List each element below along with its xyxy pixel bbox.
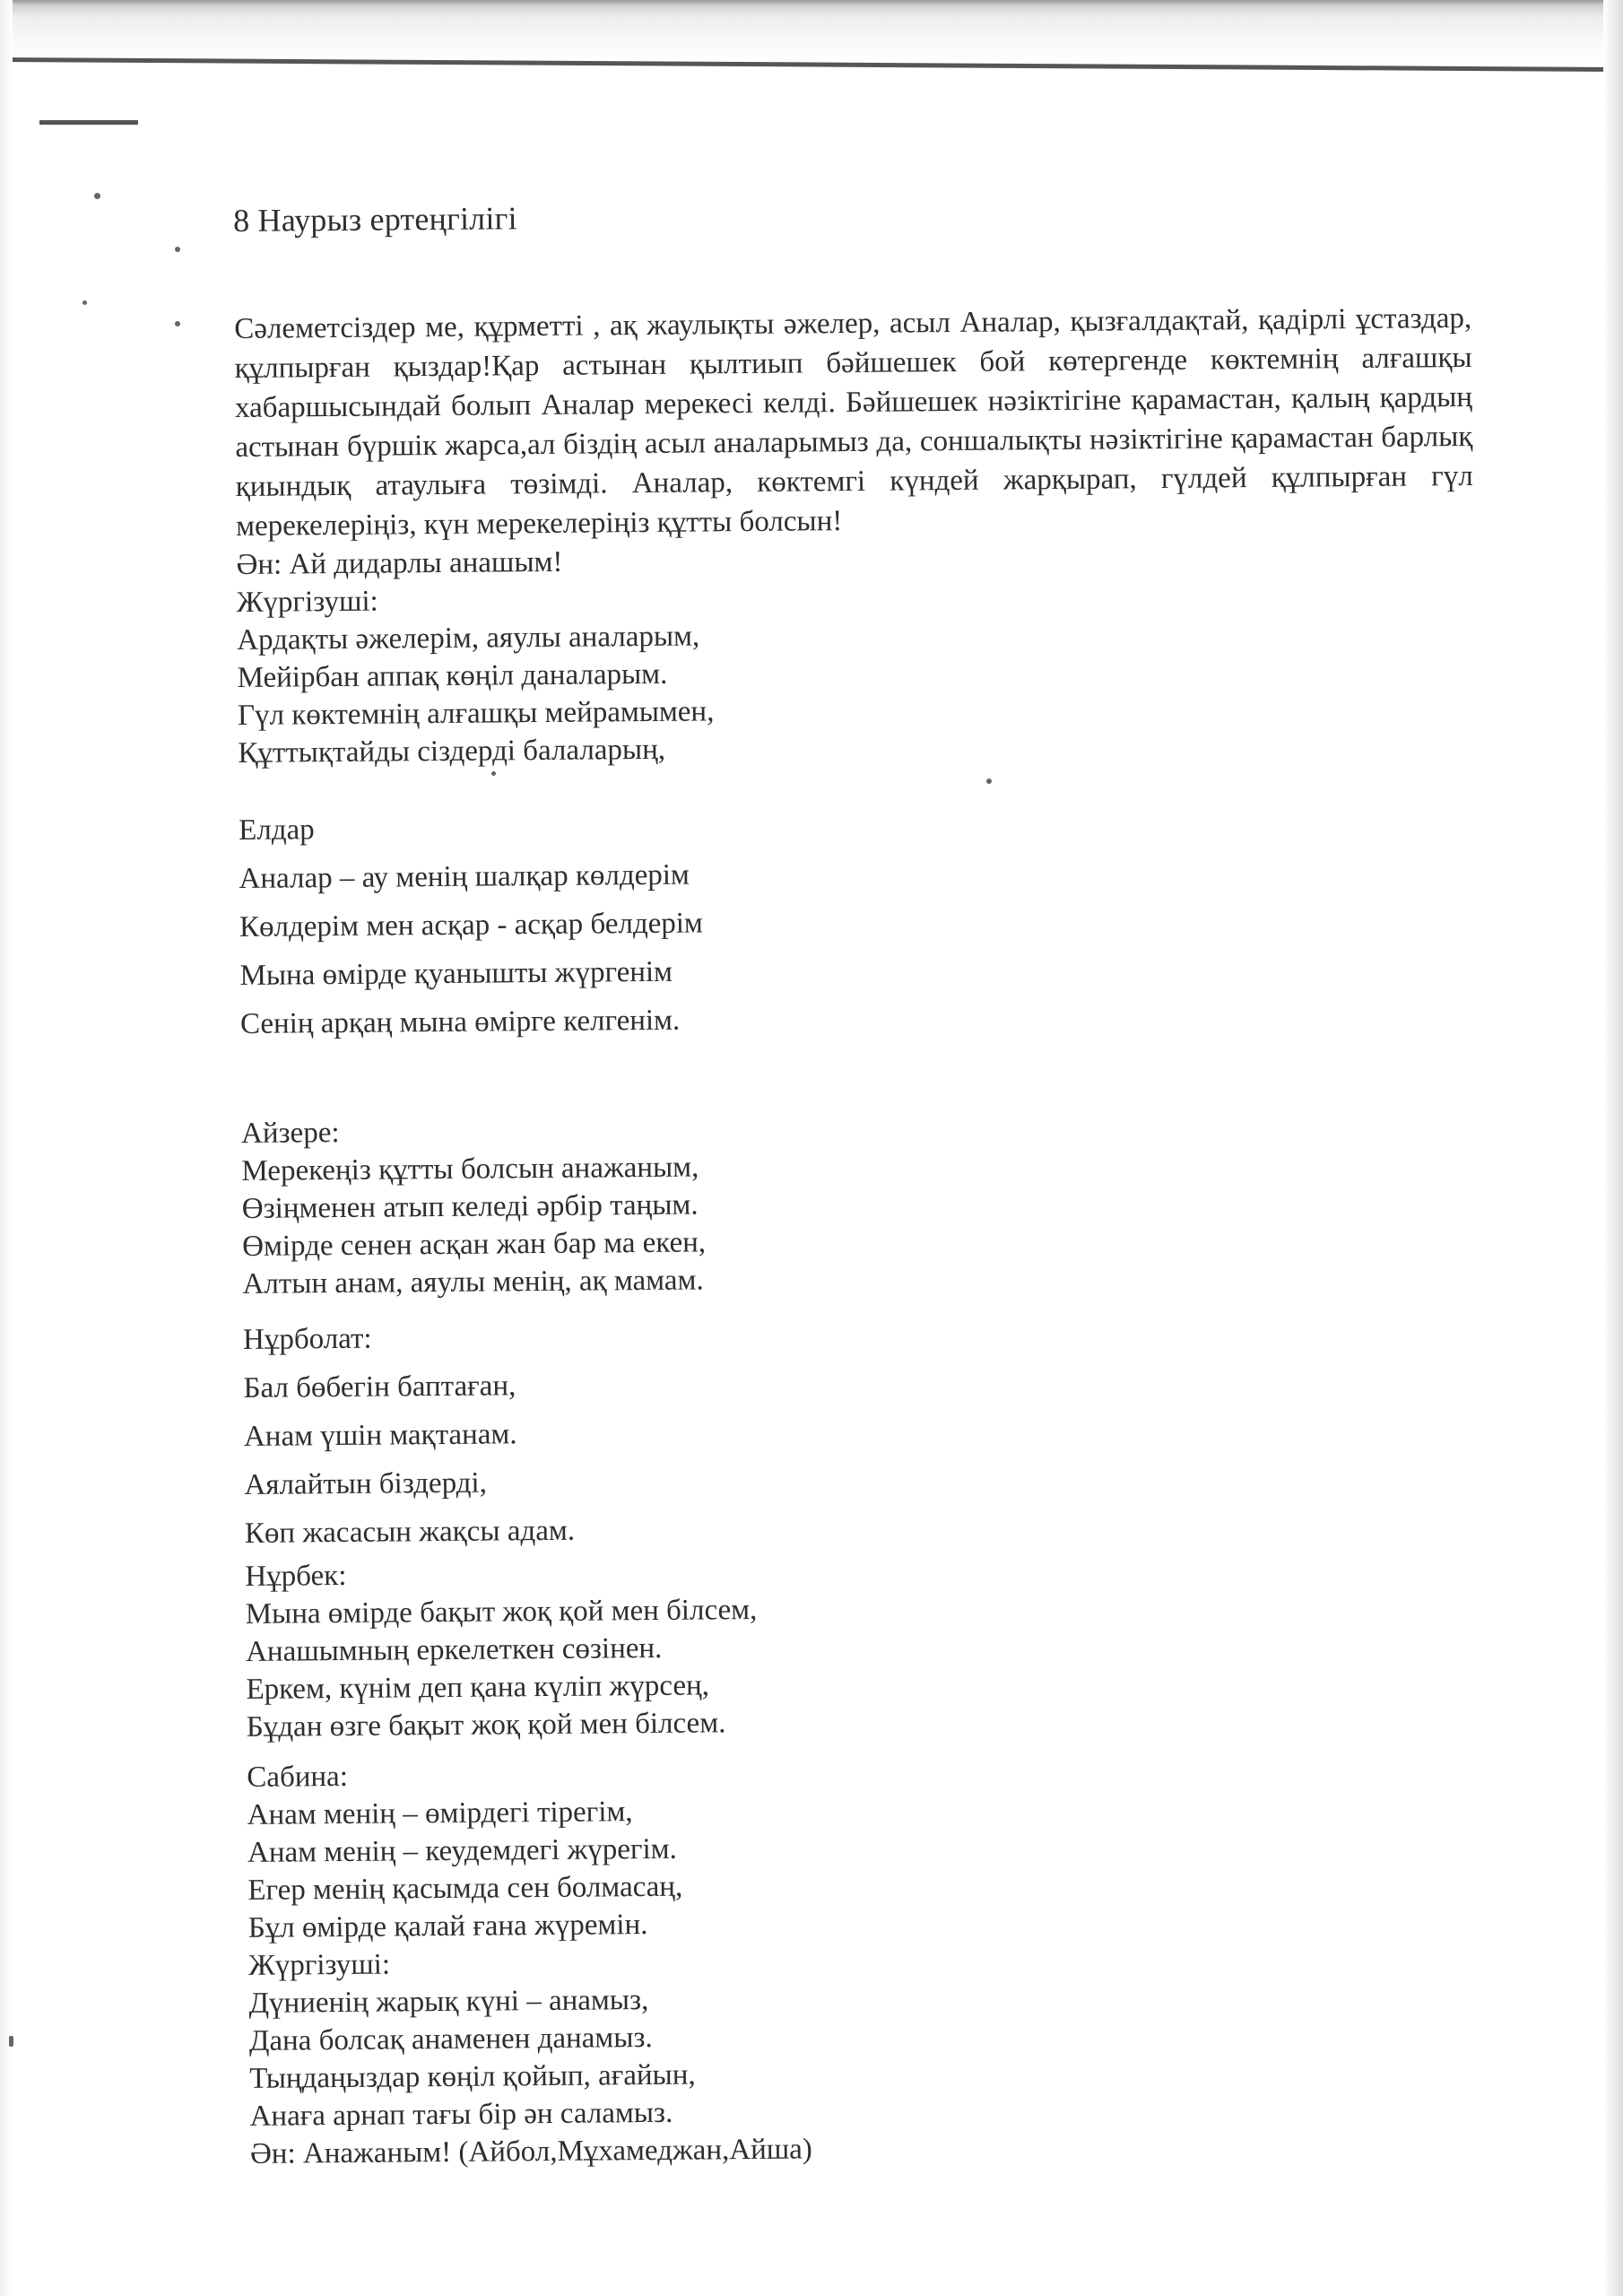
- verse-line: Өмірде сенен асқан жан бар ма екен,: [242, 1226, 707, 1263]
- verse-line: Мейірбан аппақ көңіл даналарым.: [237, 657, 668, 694]
- host-closing-verse: [248, 1936, 1506, 2135]
- speaker-label: Айзере:: [240, 1117, 340, 1150]
- verse-line: Өзіңменен атып келеді әрбір таңым.: [241, 1188, 699, 1225]
- speaker-label: Елдар: [238, 813, 315, 847]
- intro-paragraph: Сәлеметсіздер ме, құрметті , ақ жаулықты әжелер, асыл Аналар, қызғалдақтай, қадірлі ұстаздар, құлпырған қыздар!Қар астынан қылтиып бәйшешек бой көтергенде көктемнің алғашқы хабаршысындай болып Аналар мерекесі келді. Бәйшешек нәзіктігіне қарамастан, қалың қардың астынан бүршік жарса,ал біздің асыл аналарымыз да, соншалықты нәзіктігіне қарамастан барлық қиындық атаулыға төзімді. Аналар, көктемгі күндей жарқырап, гүлдей құлпырған гүл мерекелеріңіз, күн мерекелеріңіз құтты болсын!: [234, 301, 1473, 543]
- verse-line: Бұдан өзге бақыт жоқ қой мен білсем.: [246, 1707, 726, 1744]
- verse-line: Гүл көктемнің алғашқы мейрамымен,: [237, 695, 715, 732]
- verse-line: Анам үшін мақтанам.: [243, 1418, 517, 1453]
- verse-line: Бұл өмірде қалай ғана жүремін.: [247, 1909, 648, 1944]
- verse-line: Мерекеңіз құтты болсын анажаным,: [241, 1151, 699, 1187]
- verse-line: Сенің арқаң мына өмірге келгенім.: [239, 1004, 681, 1040]
- nurbek-verse: [245, 1547, 1502, 1746]
- verse-line: Анаға арнап тағы бір ән саламыз.: [249, 2096, 673, 2133]
- scan-speck: [9, 2036, 13, 2047]
- sabina-verse: [247, 1748, 1504, 1947]
- verse-line: Тыңдаңыздар көңіл қойып, ағайын,: [249, 2058, 696, 2095]
- verse-line: Мына өмірде бақыт жоқ қой мен білсем,: [245, 1593, 758, 1631]
- verse-line: Құттықтайды сіздерді балаларың,: [238, 733, 666, 770]
- song-line: Ән: Анажаным! (Айбол,Мұхамеджан,Айша): [249, 2133, 812, 2170]
- verse-line: Мына өмірде қуанышты жүргенім: [239, 955, 673, 992]
- scan-speck: [94, 193, 100, 199]
- speaker-label: Жүргізуші:: [236, 585, 378, 619]
- nurbolat-verse: [243, 1305, 1500, 1558]
- document-page: [233, 191, 1506, 2173]
- verse-line: Аналар – ау менің шалқар көлдерім: [239, 858, 690, 895]
- scan-right-edge: [1603, 0, 1623, 2296]
- verse-line: Дана болсақ анаменен данамыз.: [248, 2021, 653, 2057]
- speaker-label: Сабина:: [247, 1760, 349, 1794]
- scan-speck: [82, 300, 87, 305]
- scan-speck: [175, 321, 180, 326]
- speaker-label: Нұрбек:: [245, 1559, 347, 1593]
- document-title: 8 Наурыз ертеңгілігі: [233, 200, 517, 239]
- verse-line: Дүниенің жарық күні – анамыз,: [248, 1984, 649, 2020]
- verse-line: Көп жасасын жақсы адам.: [244, 1514, 576, 1550]
- verse-line: Егер менің қасымда сен болмасаң,: [247, 1870, 683, 1907]
- verse-line: Еркем, күнім деп қана күліп жүрсең,: [246, 1669, 710, 1706]
- host-verse: [237, 573, 1494, 772]
- verse-line: Алтын анам, аяулы менің, ақ мамам.: [242, 1264, 704, 1300]
- verse-line: Ардақты әжелерім, аяулы аналарым,: [237, 620, 700, 657]
- speaker-label: Жүргізуші:: [248, 1948, 391, 1982]
- aizere-verse: [241, 1104, 1498, 1303]
- scan-top-edge: [0, 0, 1623, 63]
- verse-line: Анашымның еркелеткен сөзінен.: [245, 1631, 663, 1668]
- scan-speck: [175, 247, 180, 252]
- corner-mark: [39, 120, 138, 125]
- verse-line: Көлдерім мен асқар - асқар белдерім: [239, 907, 704, 944]
- song-line: Ән: Ай дидарлы анашым!: [236, 545, 563, 581]
- scan-left-edge: [0, 0, 13, 2296]
- verse-line: Анам менің – кеудемдегі жүрегім.: [247, 1832, 677, 1869]
- verse-line: Анам менің – өмірдегі тірегім,: [247, 1796, 633, 1831]
- eldar-verse: [239, 796, 1496, 1048]
- speaker-label: Нұрболат:: [242, 1322, 372, 1356]
- verse-line: Бал бөбегін баптаған,: [243, 1370, 516, 1405]
- verse-line: Аялайтын біздерді,: [244, 1466, 488, 1501]
